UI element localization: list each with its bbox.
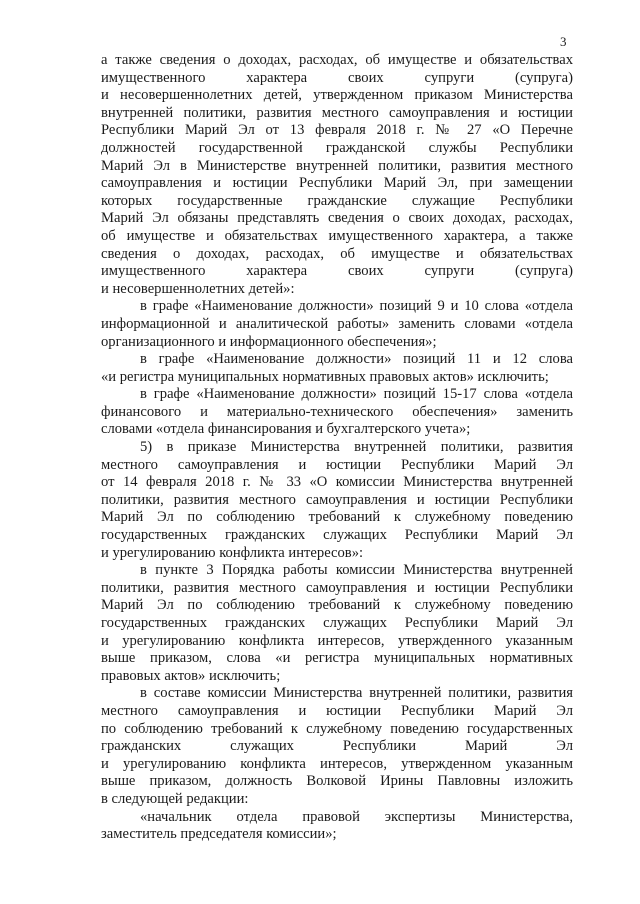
text-line: от 14 февраля 2018 г. № 33 «О комиссии Министерства внутренней [101,474,573,491]
text-line: политики, развития местного самоуправления и юстиции Республики [101,491,573,508]
text-line: самоуправления и юстиции Республики Марий Эл, при замещении [101,175,573,192]
text-line: словами «отдела финансирования и бухгалтерского учета»; [101,421,471,438]
text-line: должностей государственной гражданской службы Республики [101,139,573,156]
text-line: имущественного характера своих супруги (супруга) [101,69,573,86]
document-body [101,52,573,844]
text-line: государственных гражданских служащих Республики Марий Эл [101,527,573,544]
text-line: финансового и материально-технического обеспечения» заменить [101,403,573,420]
text-line: и урегулированию конфликта интересов»: [101,544,364,561]
text-line: местного самоуправления и юстиции Республики Марий Эл [101,702,573,719]
text-line: и урегулированию конфликта интересов, утвержденного указанным [101,632,573,649]
text-line: местного самоуправления и юстиции Республики Марий Эл [101,456,573,473]
text-line: Марий Эл обязаны представлять сведения о своих доходах, расходах, [101,210,573,227]
text-line: в следующей редакции: [101,790,249,807]
text-line: имущественного характера своих супруги (супруга) [101,263,573,280]
text-line: гражданских служащих Республики Марий Эл [101,738,573,755]
text-line: и несовершеннолетних детей, утвержденном приказом Министерства [101,87,573,104]
text-line: в пункте 3 Порядка работы комиссии Министерства внутренней [140,562,573,579]
text-line: организационного и информационного обеспечения»; [101,333,437,350]
text-line: об имуществе и обязательствах имущественного характера, а также [101,227,573,244]
text-line: которых государственные гражданские служащие Республики [101,192,573,209]
text-line: выше приказом, слова «и регистра муниципальных нормативных [101,650,573,667]
text-line: государственных гражданских служащих Республики Марий Эл [101,615,573,631]
text-line: и урегулированию конфликта интересов, утвержденном указанным [101,755,573,772]
text-line: правовых актов» исключить; [101,667,281,684]
text-line: и несовершеннолетних детей»: [101,280,295,297]
text-line: Республики Марий Эл от 13 февраля 2018 г. № 27 «О Перечне [101,122,573,139]
text-line: Марий Эл по соблюдению требований к служебному поведению [101,597,573,614]
text-line: в графе «Наименование должности» позиций 11 и 12 слова [140,351,573,368]
text-line: политики, развития местного самоуправления и юстиции Республики [101,579,573,596]
text-line: выше приказом, должность Волковой Ирины Павловны изложить [101,773,573,790]
text-line: в графе «Наименование должности» позиций 15-17 слова «отдела [140,386,573,403]
text-line: Марий Эл в Министерстве внутренней политики, развития местного [101,157,573,174]
text-line: информационной и аналитической работы» заменить словами «отдела [101,315,573,332]
text-line: «начальник отдела правовой экспертизы Министерства, [140,808,573,825]
page-number: 3 [560,34,567,49]
text-line: в составе комиссии Министерства внутренней политики, развития [140,685,573,702]
text-line: а также сведения о доходах, расходах, об имуществе и обязательствах [101,52,573,68]
text-line: по соблюдению требований к служебному поведению государственных [101,720,573,737]
text-line: внутренней политики, развития местного самоуправления и юстиции [101,104,573,121]
text-line: «и регистра муниципальных нормативных правовых актов» исключить; [101,368,549,385]
text-line: заместитель председателя комиссии»; [101,826,337,843]
text-line: сведения о доходах, расходах, об имуществе и обязательствах [101,245,573,262]
text-line: в графе «Наименование должности» позиций 9 и 10 слова «отдела [140,298,573,315]
text-line: Марий Эл по соблюдению требований к служебному поведению [101,509,573,526]
text-line: 5) в приказе Министерства внутренней политики, развития [140,439,573,456]
